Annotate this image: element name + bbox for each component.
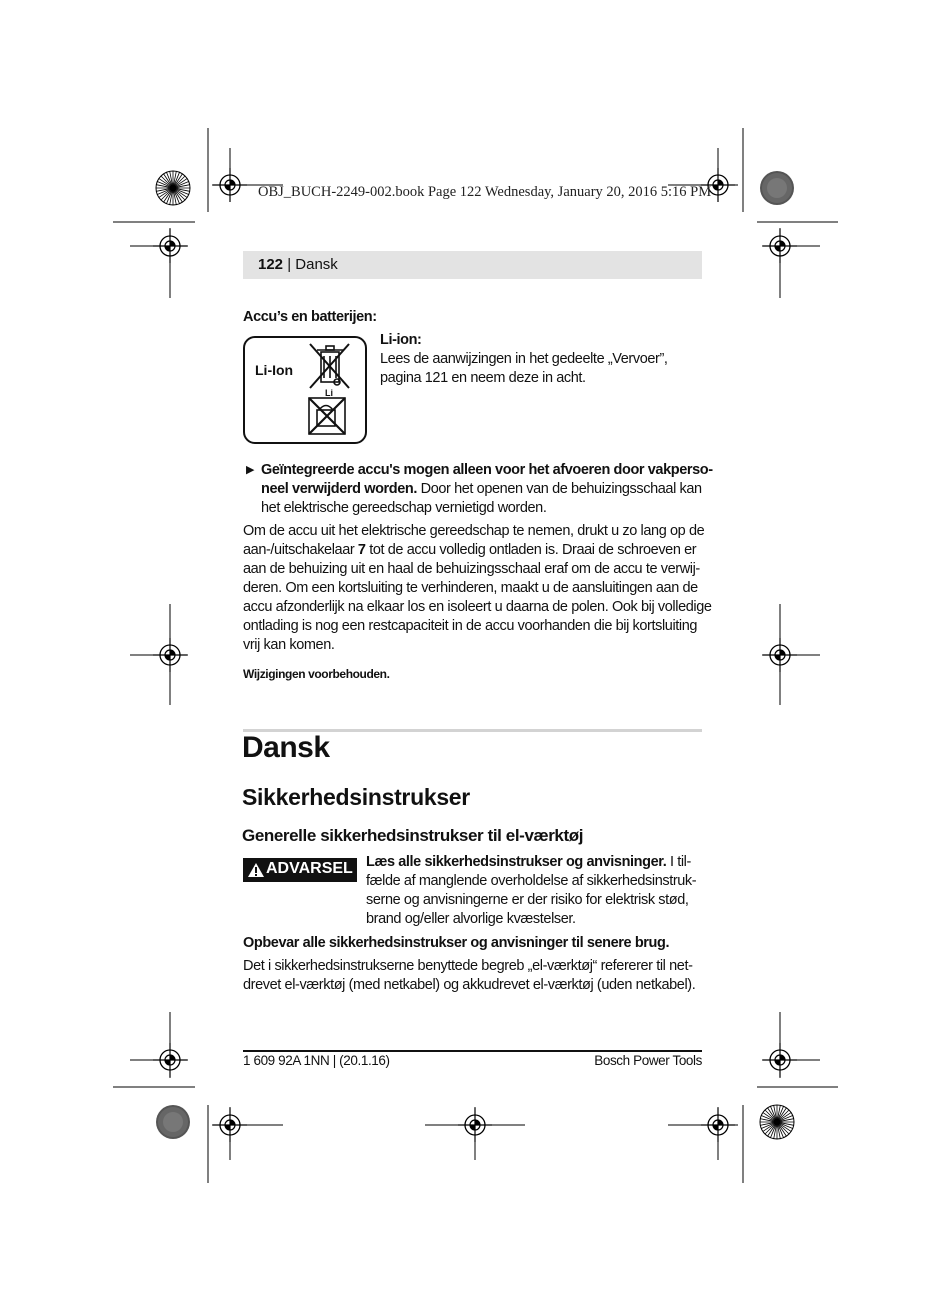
keep-instructions: Opbevar alle sikkerhedsinstrukser og anvisninger til senere brug. — [243, 935, 670, 951]
battery-disposal-symbol — [243, 336, 367, 444]
warning-text — [366, 853, 716, 929]
liion-title: Li-ion: — [380, 332, 422, 348]
recycling-bin-icon — [245, 338, 365, 442]
header-separator: | — [283, 256, 296, 273]
liion-block — [380, 331, 668, 388]
paragraph-line: Om de accu uit het elektrische gereedschap te nemen, drukt u zo lang op de — [243, 523, 705, 539]
bullet-line: het elektrische gereedschap vernietigd worden. — [261, 500, 547, 516]
definition-line: Det i sikkerhedsinstrukserne benyttede begreb „el-værktøj“ refererer til net- — [243, 958, 693, 974]
power-tool-definition — [243, 957, 713, 995]
header-language: Dansk — [295, 256, 338, 273]
section-subtitle: Sikkerhedsinstrukser — [242, 784, 470, 810]
battery-removal-paragraph — [243, 522, 713, 655]
warning-line: serne og anvisningerne er der risiko for elektrisk stød, — [366, 892, 689, 908]
footer-rule — [243, 1050, 702, 1052]
warning-line: fælde af manglende overholdelse af sikkerhedsinstruk- — [366, 873, 697, 889]
battery-symbol-label: Li-Ion — [255, 362, 294, 378]
integrated-battery-warning — [261, 461, 721, 518]
liion-text-line: Lees de aanwijzingen in het gedeelte „Vervoer”, — [380, 351, 668, 367]
paragraph-line: aan de behuizing uit en haal de behuizingsschaal eraf om de accu te verwij- — [243, 561, 700, 577]
section-title: Dansk — [242, 731, 330, 764]
warning-line: brand og/eller alvorlige kvæstelser. — [366, 911, 576, 927]
paragraph-line: ontlading is nog een restcapaciteit in de accu voorhanden die bij kortsluiting — [243, 618, 698, 634]
footer-brand: Bosch Power Tools — [594, 1053, 702, 1068]
warning-line: Læs alle sikkerhedsinstrukser og anvisninger. I til- — [366, 854, 691, 870]
paragraph-line: accu afzonderlijk na elkaar los en isoleert u daarna de polen. Ook bij volledige — [243, 599, 712, 615]
print-slug: OBJ_BUCH-2249-002.book Page 122 Wednesday, January 20, 2016 5:16 PM — [258, 184, 712, 200]
paragraph-line: aan-/uitschakelaar 7 tot de accu volledig ontladen is. Draai de schroeven er — [243, 542, 697, 558]
page-number: 122 — [258, 256, 284, 273]
changes-reserved: Wijzigingen voorbehouden. — [243, 667, 390, 681]
definition-line: drevet el-værktøj (med netkabel) og akkudrevet el-værktøj (uden netkabel). — [243, 977, 696, 993]
general-safety-heading: Generelle sikkerhedsinstrukser til el-værktøj — [242, 826, 584, 845]
page-header — [258, 256, 338, 273]
bullet-line — [261, 480, 721, 499]
batteries-heading: Accu’s en batterijen: — [243, 309, 377, 325]
warning-badge-label: ADVARSEL — [266, 860, 353, 877]
bullet-bold-line: neel verwijderd worden. — [261, 481, 417, 497]
paragraph-line: vrij kan komen. — [243, 637, 335, 653]
warning-triangle-icon — [247, 862, 265, 878]
battery-symbol-sub: Li — [325, 388, 333, 398]
footer-doc-number: 1 609 92A 1NN | (20.1.16) — [243, 1053, 390, 1068]
switch-reference: 7 — [357, 542, 366, 558]
warning-badge — [243, 858, 357, 882]
liion-text-line: pagina 121 en neem deze in acht. — [380, 370, 586, 386]
bullet-text: Door het openen van de behuizingsschaal kan — [417, 481, 702, 497]
bullet-arrow-icon: ▶ — [246, 464, 255, 476]
paragraph-line: deren. Om een kortsluiting te verhinderen, maakt u de aansluitingen aan de — [243, 580, 698, 596]
bullet-bold-line: Geïntegreerde accu's mogen alleen voor het afvoeren door vakperso- — [261, 462, 713, 478]
